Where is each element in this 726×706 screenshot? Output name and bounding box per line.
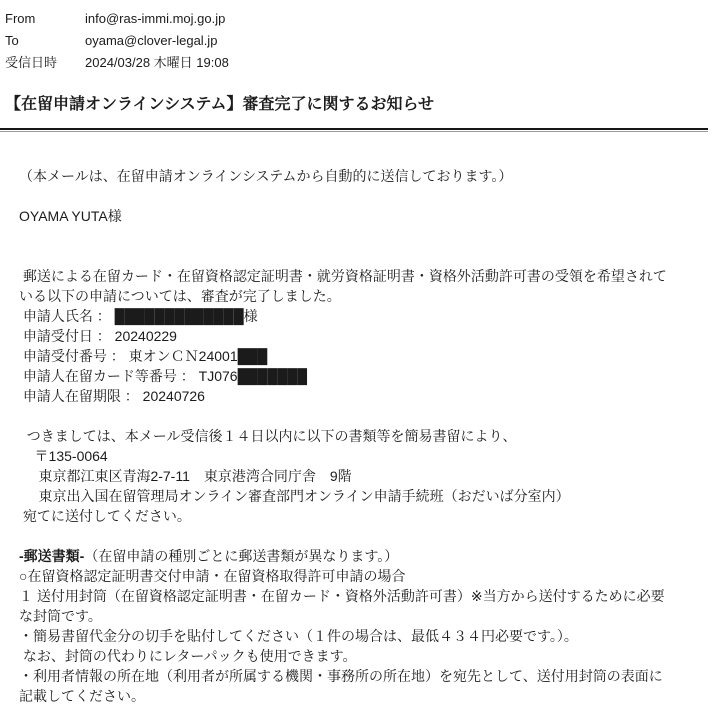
application-number-line: 申請受付番号 ： 東オンＣＮ24001███	[19, 348, 268, 364]
applicant-name-line: 申請人氏名 ： █████████████様	[19, 308, 258, 324]
header-divider	[0, 128, 708, 132]
residence-card-number-line: 申請人在留カード等番号 ： TJ076███████	[19, 368, 308, 384]
address-line: 東京都江東区青海2-7-11 東京港湾合同庁舎 9階	[19, 468, 352, 484]
mail-documents-heading-line	[19, 546, 726, 566]
blank-line	[19, 406, 726, 426]
mail-documents-heading: -郵送書類-	[19, 548, 85, 564]
email-header-fields	[0, 0, 726, 74]
blank-line	[19, 226, 726, 246]
from-address: info@ras-immi.moj.go.jp	[85, 11, 226, 26]
blank-line	[19, 246, 726, 266]
auto-send-notice: （本メールは、在留申請オンラインシステムから自動的に送信しております。）	[19, 168, 513, 184]
stamp-instruction-line: ・簡易書留代金分の切手を貼付してください（１件の場合は、最低４３４円必要です。）。	[19, 628, 578, 644]
application-type-line: ○在留資格認定証明書交付申請・在留資格取得許可申請の場合	[19, 568, 406, 584]
received-date-label: 受信日時	[5, 55, 58, 70]
email-body	[0, 166, 726, 706]
residence-expiry-line: 申請人在留期限 ： 20240726	[19, 388, 205, 404]
postal-code-line: 〒135-0064	[19, 448, 108, 464]
header-row-to	[5, 30, 726, 52]
recipient-name: OYAMA YUTA様	[19, 208, 122, 224]
application-date-line: 申請受付日 ： 20240229	[19, 328, 177, 344]
send-to-line: 宛てに送付してください。	[19, 508, 191, 524]
header-row-from	[5, 8, 726, 30]
completion-notice-line-1: 郵送による在留カード・在留資格認定証明書・就労資格証明書・資格外活動許可書の受領を希望されて	[19, 268, 667, 284]
from-label: From	[5, 11, 36, 26]
office-name-line: 東京出入国在留管理局オンライン審査部門オンライン申請手続班（おだいば分室内）	[19, 488, 570, 504]
mail-documents-note: （在留申請の種別ごとに郵送書類が異なります。）	[84, 548, 399, 564]
blank-line	[19, 526, 726, 546]
mailing-deadline-line: つきましては、本メール受信後１４日以内に以下の書類等を簡易書留により、	[19, 428, 517, 444]
email-subject: 【在留申請オンラインシステム】審査完了に関するお知らせ	[5, 96, 435, 113]
completion-notice-line-2: いる以下の申請については、審査が完了しました。	[19, 288, 341, 304]
address-instruction-line-2: 記載してください。	[19, 688, 145, 704]
blank-line	[19, 186, 726, 206]
address-instruction-line-1: ・利用者情報の所在地（利用者が所属する機関・事務所の所在地）を宛先として、送付用封筒の表面に	[19, 668, 663, 684]
to-label: To	[5, 33, 19, 48]
envelope-instruction-line-2: な封筒です。	[19, 608, 102, 624]
letterpack-note-line: なお、封筒の代わりにレターパックも使用できます。	[19, 648, 357, 664]
header-row-received	[5, 52, 726, 74]
to-address: oyama@clover-legal.jp	[85, 33, 218, 48]
envelope-instruction-line-1: １ 送付用封筒（在留資格認定証明書・在留カード・資格外活動許可書）※当方から送付するために必要	[19, 588, 665, 604]
received-date-value: 2024/03/28 木曜日 19:08	[85, 55, 229, 70]
